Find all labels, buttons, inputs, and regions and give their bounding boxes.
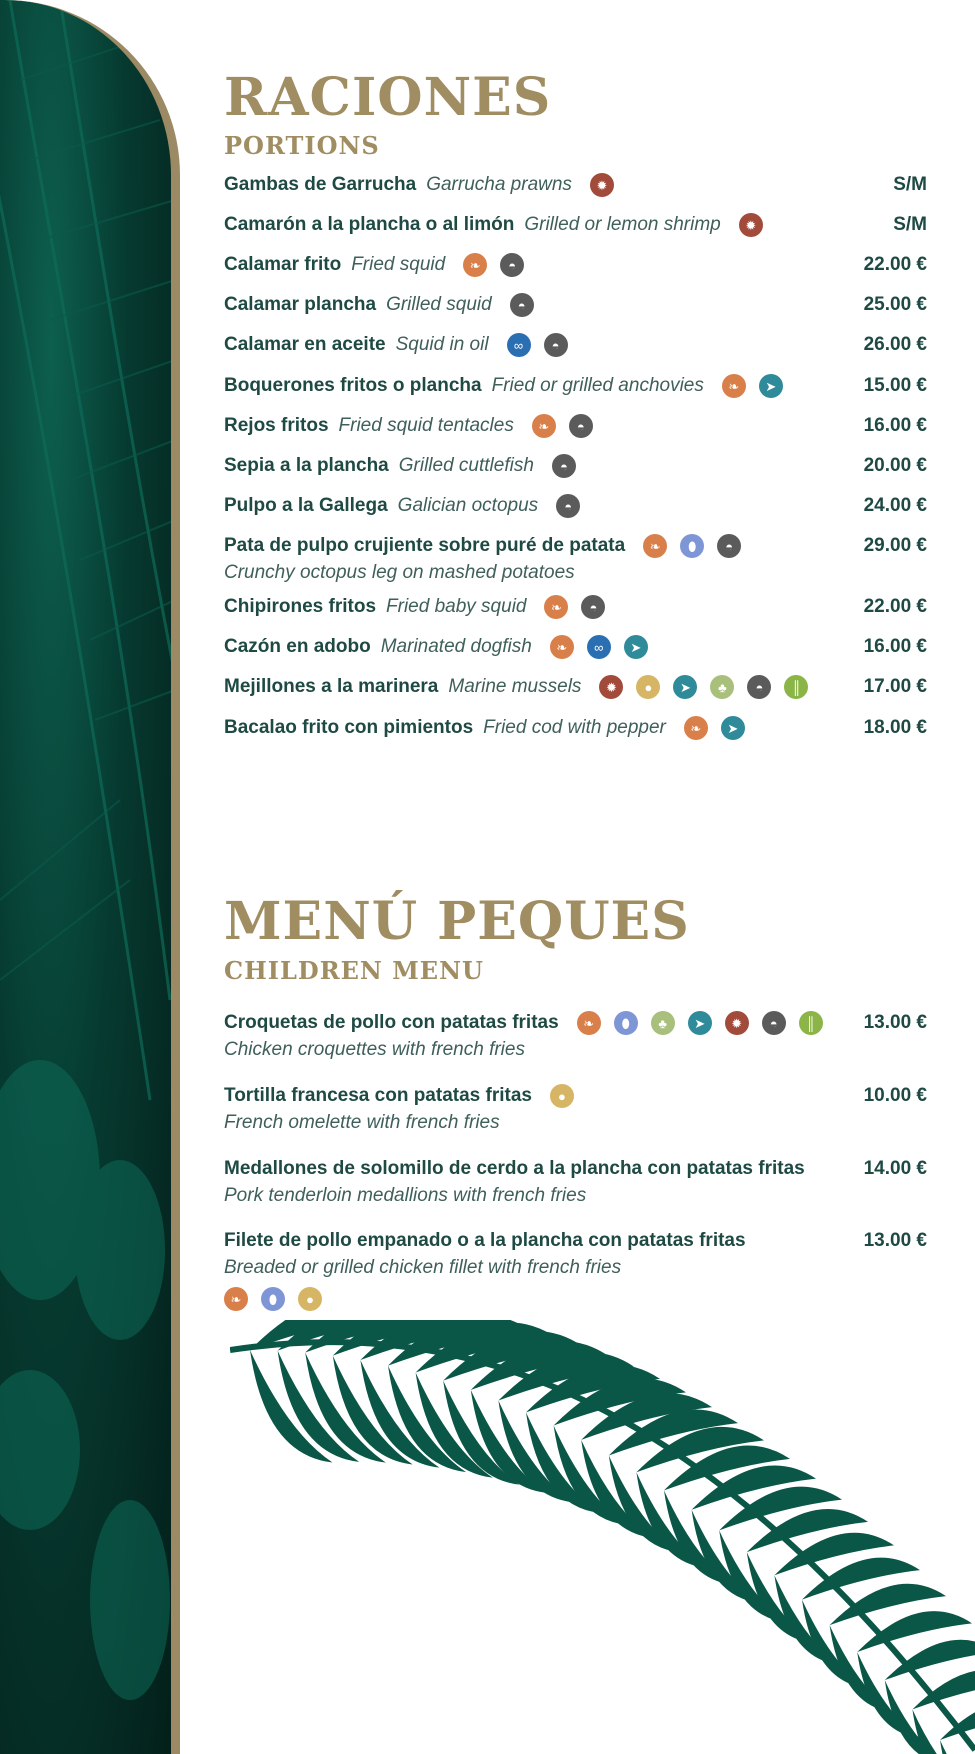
menu-item <box>224 714 927 742</box>
wheat-icon: ❧ <box>544 595 568 619</box>
dish-name: Filete de pollo empanado o a la plancha con patatas fritas <box>224 1230 746 1251</box>
dish-name: Calamar en aceite <box>224 334 386 355</box>
crab-icon: ✹ <box>590 173 614 197</box>
section-title: RACIONES <box>224 67 552 128</box>
soy-icon: ♣ <box>710 675 734 699</box>
celery-icon: ║ <box>799 1011 823 1035</box>
egg-icon: ● <box>298 1287 322 1311</box>
dish-price: 16.00 € <box>863 636 927 657</box>
fish-icon: ➤ <box>721 716 745 740</box>
dish-name: Boquerones fritos o plancha <box>224 375 482 396</box>
dish-english-name: Fried cod with pepper <box>483 717 666 738</box>
dish-english-name: Breaded or grilled chicken fillet with french fries <box>224 1257 622 1278</box>
celery-icon: ║ <box>784 675 808 699</box>
palm-leaves-background <box>0 0 180 1754</box>
menu-item <box>224 492 927 520</box>
shell-icon: ◓ <box>717 534 741 558</box>
shell-icon: ◓ <box>500 253 524 277</box>
dish-name: Gambas de Garrucha <box>224 174 417 195</box>
dish-english-name: Marine mussels <box>448 676 582 697</box>
section-title: MENÚ PEQUES <box>224 891 690 952</box>
allergen-icons <box>684 716 745 740</box>
sulphites-icon: ∞ <box>507 333 531 357</box>
wheat-icon: ❧ <box>532 414 556 438</box>
dish-english-name: Fried squid <box>351 254 446 275</box>
soy-icon: ♣ <box>651 1011 675 1035</box>
shell-icon: ◓ <box>544 333 568 357</box>
dish-name: Croquetas de pollo con patatas fritas <box>224 1012 559 1033</box>
allergen-icons <box>556 494 580 518</box>
dish-english-name: Chicken croquettes with french fries <box>224 1039 525 1060</box>
allergen-icons <box>550 635 648 659</box>
dish-english-name: Grilled squid <box>386 294 492 315</box>
dish-english-name: Squid in oil <box>395 334 489 355</box>
dish-price: 26.00 € <box>863 334 927 355</box>
allergen-icons <box>643 534 741 558</box>
dish-english-name: Fried baby squid <box>386 596 527 617</box>
allergen-icons <box>739 213 763 237</box>
palm-leaf-illustration <box>230 1320 975 1754</box>
dish-price: 10.00 € <box>863 1085 927 1106</box>
allergen-icons <box>552 454 576 478</box>
menu-item <box>224 171 927 199</box>
section-subtitle: CHILDREN MENU <box>224 956 484 985</box>
menu-item <box>224 1155 927 1209</box>
dish-price: 20.00 € <box>863 455 927 476</box>
allergen-icons <box>463 253 524 277</box>
dish-price: 15.00 € <box>863 375 927 396</box>
dish-name: Mejillones a la marinera <box>224 676 439 697</box>
allergen-icons <box>532 414 593 438</box>
dish-price: 16.00 € <box>863 415 927 436</box>
shell-icon: ◓ <box>552 454 576 478</box>
dish-english-name: Pork tenderloin medallions with french fries <box>224 1185 587 1206</box>
menu-item <box>224 1082 927 1136</box>
shell-icon: ◓ <box>569 414 593 438</box>
fish-icon: ➤ <box>624 635 648 659</box>
left-foliage-panel <box>0 0 180 1754</box>
dish-price: 14.00 € <box>863 1158 927 1179</box>
milk-icon: ⬮ <box>614 1011 638 1035</box>
dish-english-name: Fried or grilled anchovies <box>491 375 704 396</box>
dish-english-name: Crunchy octopus leg on mashed potatoes <box>224 562 575 583</box>
dish-price: 18.00 € <box>863 717 927 738</box>
dish-price: 22.00 € <box>863 596 927 617</box>
allergen-icons <box>599 675 808 699</box>
allergen-icons <box>577 1011 823 1035</box>
milk-icon: ⬮ <box>680 534 704 558</box>
allergen-icons <box>722 374 783 398</box>
shell-icon: ◓ <box>556 494 580 518</box>
wheat-icon: ❧ <box>722 374 746 398</box>
menu-item <box>224 331 927 359</box>
dish-price: 17.00 € <box>863 676 927 697</box>
dish-name: Bacalao frito con pimientos <box>224 717 474 738</box>
menu-item <box>224 211 927 239</box>
crab-icon: ✹ <box>725 1011 749 1035</box>
wheat-icon: ❧ <box>550 635 574 659</box>
dish-price: 25.00 € <box>863 294 927 315</box>
menu-item <box>224 372 927 400</box>
wheat-icon: ❧ <box>643 534 667 558</box>
dish-name: Calamar frito <box>224 254 342 275</box>
dish-price: 29.00 € <box>863 535 927 556</box>
fish-icon: ➤ <box>673 675 697 699</box>
dish-english-name: Grilled or lemon shrimp <box>524 214 721 235</box>
wheat-icon: ❧ <box>577 1011 601 1035</box>
fish-icon: ➤ <box>759 374 783 398</box>
dish-name: Pulpo a la Gallega <box>224 495 388 516</box>
dish-english-name: Grilled cuttlefish <box>398 455 534 476</box>
shell-icon: ◓ <box>510 293 534 317</box>
sulphites-icon: ∞ <box>587 635 611 659</box>
allergen-icons <box>590 173 614 197</box>
menu-item <box>224 412 927 440</box>
wheat-icon: ❧ <box>463 253 487 277</box>
menu-item <box>224 452 927 480</box>
menu-item <box>224 673 927 701</box>
wheat-icon: ❧ <box>224 1287 248 1311</box>
dish-price: 13.00 € <box>863 1230 927 1251</box>
palm-leaflet <box>912 1670 975 1710</box>
dish-name: Sepia a la plancha <box>224 455 389 476</box>
dish-name: Cazón en adobo <box>224 636 371 657</box>
dish-english-name: Galician octopus <box>397 495 539 516</box>
section-subtitle: PORTIONS <box>224 131 380 160</box>
dish-price: S/M <box>893 214 927 235</box>
wheat-icon: ❧ <box>684 716 708 740</box>
allergen-icons <box>550 1084 574 1108</box>
dish-name: Medallones de solomillo de cerdo a la plancha con patatas fritas <box>224 1158 805 1179</box>
shell-icon: ◓ <box>581 595 605 619</box>
crab-icon: ✹ <box>599 675 623 699</box>
dish-price: 22.00 € <box>863 254 927 275</box>
dish-price: 24.00 € <box>863 495 927 516</box>
dish-name: Chipirones fritos <box>224 596 377 617</box>
allergen-icons <box>224 1287 322 1311</box>
crab-icon: ✹ <box>739 213 763 237</box>
shell-icon: ◓ <box>747 675 771 699</box>
dish-english-name: Marinated dogfish <box>380 636 532 657</box>
menu-item <box>224 593 927 621</box>
dish-english-name: Fried squid tentacles <box>338 415 514 436</box>
dish-name: Pata de pulpo crujiente sobre puré de patata <box>224 535 626 556</box>
menu-item <box>224 1227 927 1311</box>
allergen-icons <box>510 293 534 317</box>
milk-icon: ⬮ <box>261 1287 285 1311</box>
allergen-icons <box>544 595 605 619</box>
dish-english-name: French omelette with french fries <box>224 1112 500 1133</box>
menu-item <box>224 633 927 661</box>
menu-item <box>224 251 927 279</box>
dish-name: Tortilla francesa con patatas fritas <box>224 1085 532 1106</box>
dish-price: 13.00 € <box>863 1012 927 1033</box>
menu-item <box>224 291 927 319</box>
egg-icon: ● <box>550 1084 574 1108</box>
menu-item <box>224 532 927 586</box>
dish-name: Rejos fritos <box>224 415 329 436</box>
dish-english-name: Garrucha prawns <box>426 174 572 195</box>
shell-icon: ◓ <box>762 1011 786 1035</box>
dish-name: Camarón a la plancha o al limón <box>224 214 515 235</box>
dish-price: S/M <box>893 174 927 195</box>
palm-leaflet <box>940 1701 975 1740</box>
palm-leaflet <box>885 1640 975 1680</box>
fish-icon: ➤ <box>688 1011 712 1035</box>
dish-name: Calamar plancha <box>224 294 377 315</box>
menu-item <box>224 1009 927 1063</box>
egg-icon: ● <box>636 675 660 699</box>
allergen-icons <box>507 333 568 357</box>
